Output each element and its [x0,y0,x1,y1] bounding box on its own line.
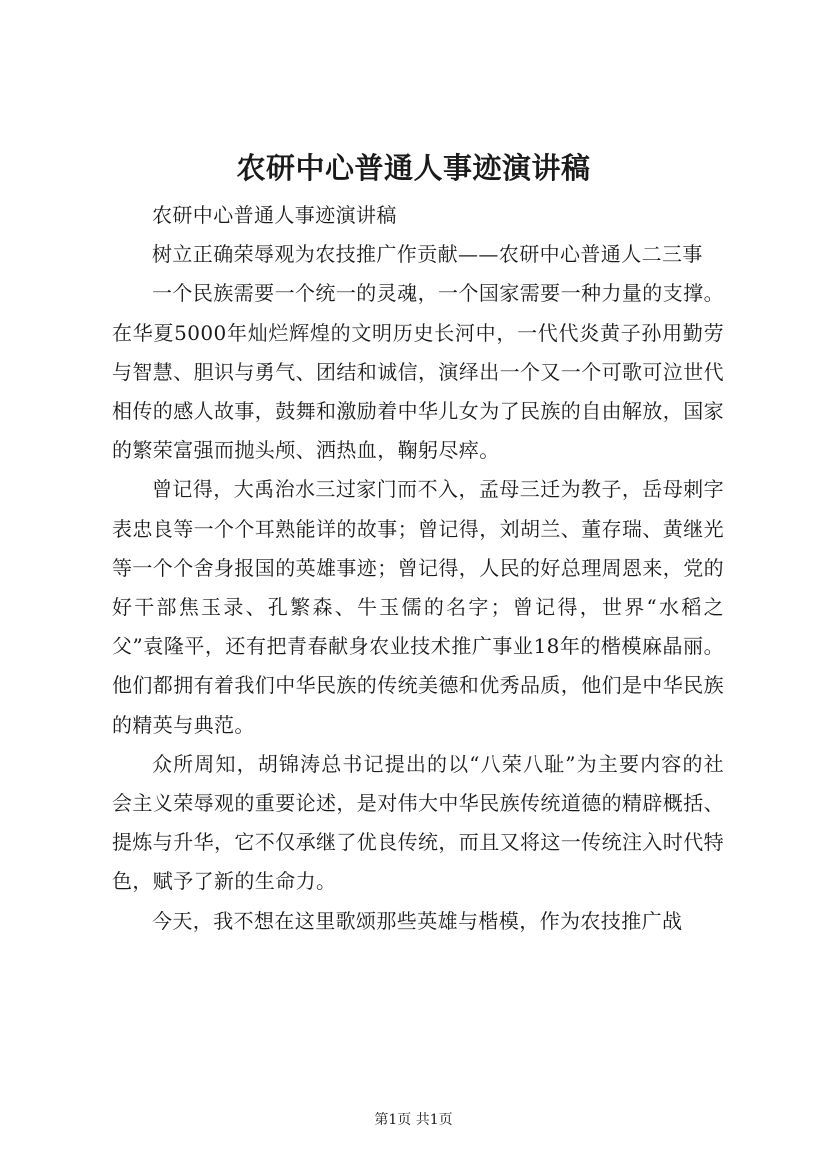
paragraph: 树立正确荣辱观为农技推广作贡献——农研中心普通人二三事 [152,242,703,267]
paragraph: 曾记得，大禹治水三过家门而不入，孟母三迁为教子，岳母刺字表忠良等一个个耳熟能详的故事；曾记得，刘胡兰、董存瑞、黄继光等一个个舍身报国的英雄事迹；曾记得，人民的好总理周恩来，党的好干部焦玉录、孔繁森、牛玉儒的名字；曾记得，世界“水稻之父”袁隆平，还有把青春献身农业技术推广事业18年的楷模麻晶丽。他们都拥有着我们中华民族的传统美德和优秀品质，他们是中华民族的精英与典范。 [112,477,724,737]
document-title: 农研中心普通人事迹演讲稿 [236,151,591,185]
document-body [112,196,724,941]
paragraph: 一个民族需要一个统一的灵魂，一个国家需要一种力量的支撑。在华夏5000年灿烂辉煌的文明历史长河中，一代代炎黄子孙用勤劳与智慧、胆识与勇气、团结和诚信，演绎出一个又一个可歌可泣世代相传的感人故事，鼓舞和激励着中华儿女为了民族的自由解放，国家的繁荣富强而抛头颅、洒热血，鞠躬尽瘁。 [112,281,724,463]
page-number-footer: 第1页 共1页 [374,1112,453,1128]
paragraph: 农研中心普通人事迹演讲稿 [152,203,397,227]
paragraph: 今天，我不想在这里歌颂那些英雄与楷模，作为农技推广战 [152,908,683,933]
paragraph: 众所周知，胡锦涛总书记提出的以“八荣八耻”为主要内容的社会主义荣辱观的重要论述，是对伟大中华民族传统道德的精辟概括、提炼与升华，它不仅承继了优良传统，而且又将这一传统注入时代特色，赋予了新的生命力。 [112,751,724,894]
